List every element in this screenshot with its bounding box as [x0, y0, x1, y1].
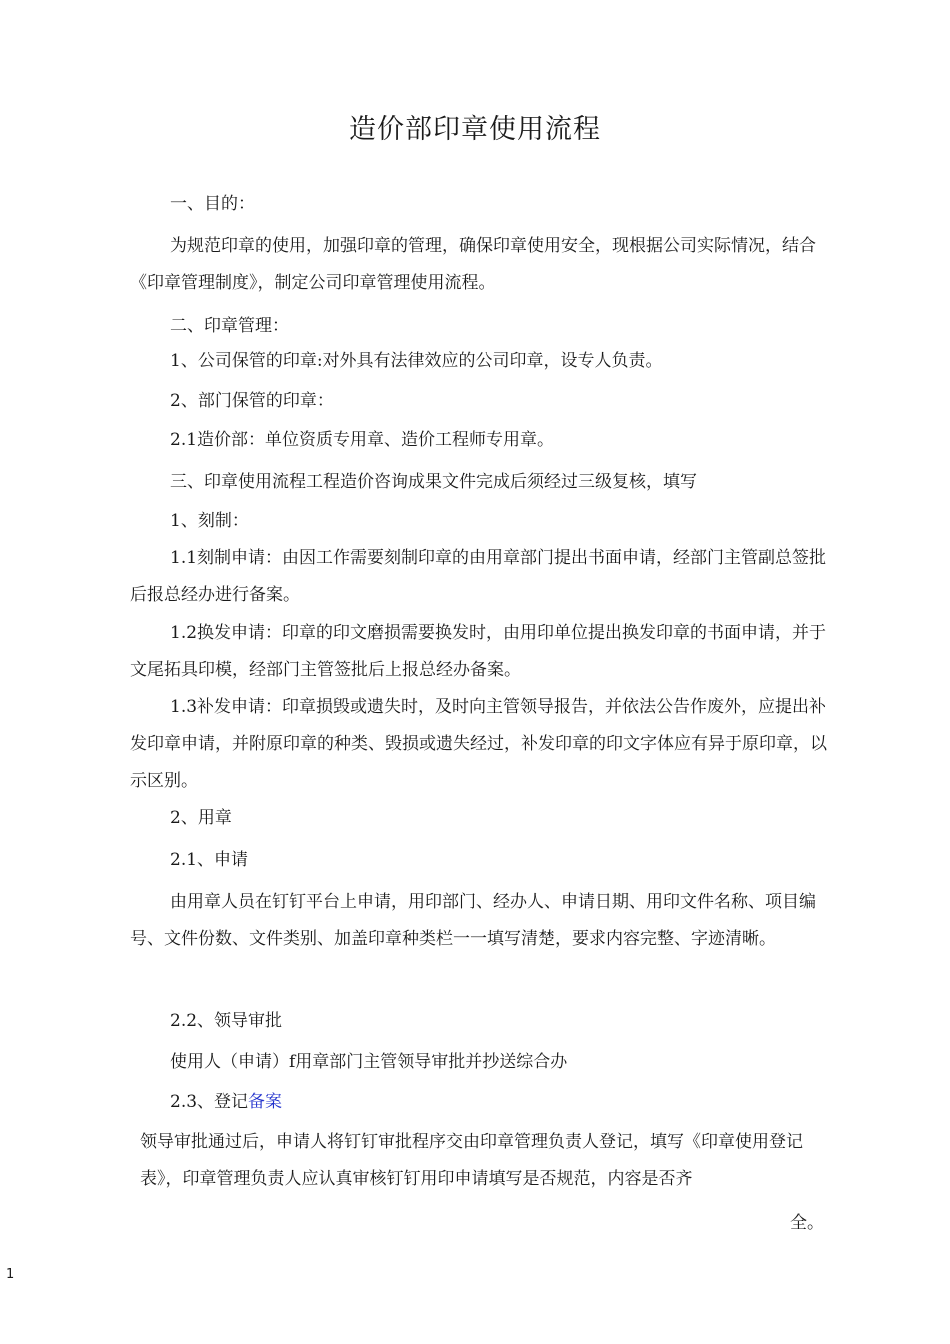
section-3-1-3: 1.3补发申请：印章损毁或遗失时，及时向主管领导报告，并依法公告作废外，应提出补发印章申请，并附原印章的种类、毁损或遗失经过，补发印章的印文字体应有异于原印章，以示区别。: [130, 697, 827, 791]
section-3-2-2-heading: 2.2、领导审批: [170, 1011, 283, 1031]
section-3-2-3-heading: [170, 1084, 830, 1121]
page-number: 1: [6, 1267, 15, 1282]
section-3-2-1-heading: 2.1、申请: [170, 850, 249, 870]
section-1-heading: 一、目的：: [170, 194, 255, 214]
section-3-2-3-heading-text: 2.3、登记: [170, 1092, 249, 1112]
section-3-2-3-body: 领导审批通过后，申请人将钉钉审批程序交由印章管理负责人登记，填写《印章使用登记表》，印章管理负责人应认真审核钉钉用印申请填写是否规范，内容是否齐: [140, 1132, 803, 1189]
section-1-body: 为规范印章的使用，加强印章的管理，确保印章使用安全，现根据公司实际情况，结合《印章管理制度》，制定公司印章管理使用流程。: [130, 236, 816, 293]
section-3-1-1: 1.1刻制申请：由因工作需要刻制印章的由用章部门提出书面申请，经部门主管副总签批后报总经办进行备案。: [130, 548, 827, 605]
page-title: 造价部印章使用流程: [349, 114, 601, 145]
section-3-heading: 三、印章使用流程工程造价咨询成果文件完成后须经过三级复核，填写: [170, 472, 697, 492]
section-3-2-2-body: 使用人（申请）f用章部门主管领导审批并抄送综合办: [170, 1052, 568, 1072]
section-3-sub-2: 2、用章: [170, 808, 232, 828]
section-2-item-2-1: 2.1造价部：单位资质专用章、造价工程师专用章。: [170, 430, 555, 450]
section-3-2-3-end: 全。: [790, 1213, 824, 1233]
filing-link[interactable]: 备案: [248, 1092, 283, 1112]
section-3-2-1-body: 由用章人员在钉钉平台上申请，用印部门、经办人、申请日期、用印文件名称、项目编号、文件份数、文件类别、加盖印章种类栏一一填写清楚，要求内容完整、字迹清晰。: [130, 892, 816, 949]
section-3-1-2: 1.2换发申请：印章的印文磨损需要换发时，由用印单位提出换发印章的书面申请，并于文尾拓具印模，经部门主管签批后上报总经办备案。: [130, 623, 827, 680]
section-2-item-2: 2、部门保管的印章：: [170, 391, 334, 411]
section-2-item-1: 1、公司保管的印章:对外具有法律效应的公司印章，设专人负责。: [170, 351, 663, 371]
section-2-heading: 二、印章管理：: [170, 316, 289, 336]
section-3-sub-1: 1、刻制：: [170, 511, 249, 531]
